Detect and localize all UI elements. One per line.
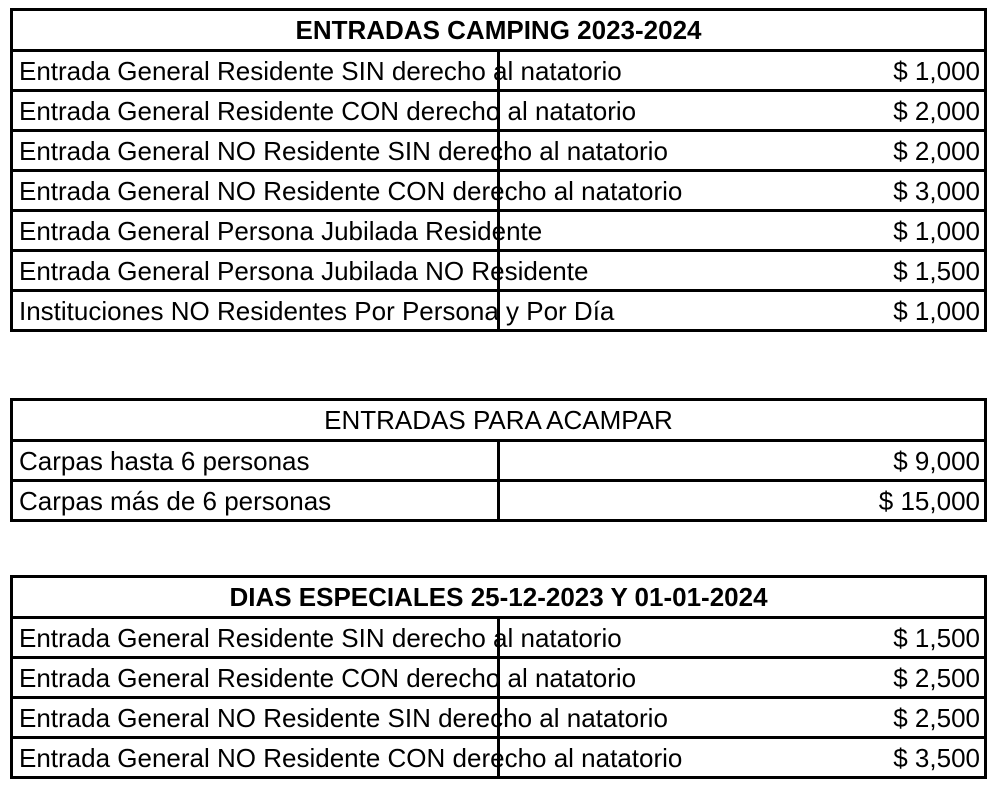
row-label: Entrada General Residente SIN derecho al natatorio xyxy=(12,618,499,658)
table-row xyxy=(12,738,986,778)
row-label: Instituciones NO Residentes Por Persona y Por Día xyxy=(12,291,499,331)
row-label: Carpas más de 6 personas xyxy=(12,481,499,521)
row-label: Entrada General Residente CON derecho al natatorio xyxy=(12,658,499,698)
row-price: $ 3,000 xyxy=(499,171,986,211)
table-row xyxy=(12,481,986,521)
row-label: Entrada General Persona Jubilada NO Residente xyxy=(12,251,499,291)
table-row xyxy=(12,171,986,211)
table-title: ENTRADAS CAMPING 2023-2024 xyxy=(12,10,986,51)
row-label: Entrada General Residente SIN derecho al natatorio xyxy=(12,51,499,91)
table-row xyxy=(12,441,986,481)
row-label: Entrada General Persona Jubilada Residente xyxy=(12,211,499,251)
table-row xyxy=(12,291,986,331)
row-label: Entrada General NO Residente SIN derecho al natatorio xyxy=(12,131,499,171)
table-title: DIAS ESPECIALES 25-12-2023 Y 01-01-2024 xyxy=(12,577,986,618)
row-label: Entrada General NO Residente SIN derecho al natatorio xyxy=(12,698,499,738)
row-label: Entrada General NO Residente CON derecho al natatorio xyxy=(12,171,499,211)
tent-prices-table xyxy=(10,398,987,522)
table-row xyxy=(12,658,986,698)
row-price: $ 3,500 xyxy=(499,738,986,778)
table-row xyxy=(12,698,986,738)
row-label: Carpas hasta 6 personas xyxy=(12,441,499,481)
table-header-row xyxy=(12,400,986,441)
special-days-table xyxy=(10,575,987,779)
row-price: $ 2,500 xyxy=(499,698,986,738)
row-price: $ 2,000 xyxy=(499,91,986,131)
row-price: $ 1,500 xyxy=(499,251,986,291)
row-price: $ 1,000 xyxy=(499,291,986,331)
table-row xyxy=(12,618,986,658)
table-row xyxy=(12,91,986,131)
row-price: $ 2,000 xyxy=(499,131,986,171)
camping-prices-table xyxy=(10,8,987,332)
row-label: Entrada General Residente CON derecho al natatorio xyxy=(12,91,499,131)
row-price: $ 1,500 xyxy=(499,618,986,658)
row-price: $ 1,000 xyxy=(499,51,986,91)
table-row xyxy=(12,251,986,291)
row-price: $ 15,000 xyxy=(499,481,986,521)
table-row xyxy=(12,51,986,91)
table-title: ENTRADAS PARA ACAMPAR xyxy=(12,400,986,441)
table-row xyxy=(12,211,986,251)
table-header-row xyxy=(12,10,986,51)
row-price: $ 9,000 xyxy=(499,441,986,481)
table-header-row xyxy=(12,577,986,618)
row-label: Entrada General NO Residente CON derecho al natatorio xyxy=(12,738,499,778)
row-price: $ 1,000 xyxy=(499,211,986,251)
table-row xyxy=(12,131,986,171)
row-price: $ 2,500 xyxy=(499,658,986,698)
